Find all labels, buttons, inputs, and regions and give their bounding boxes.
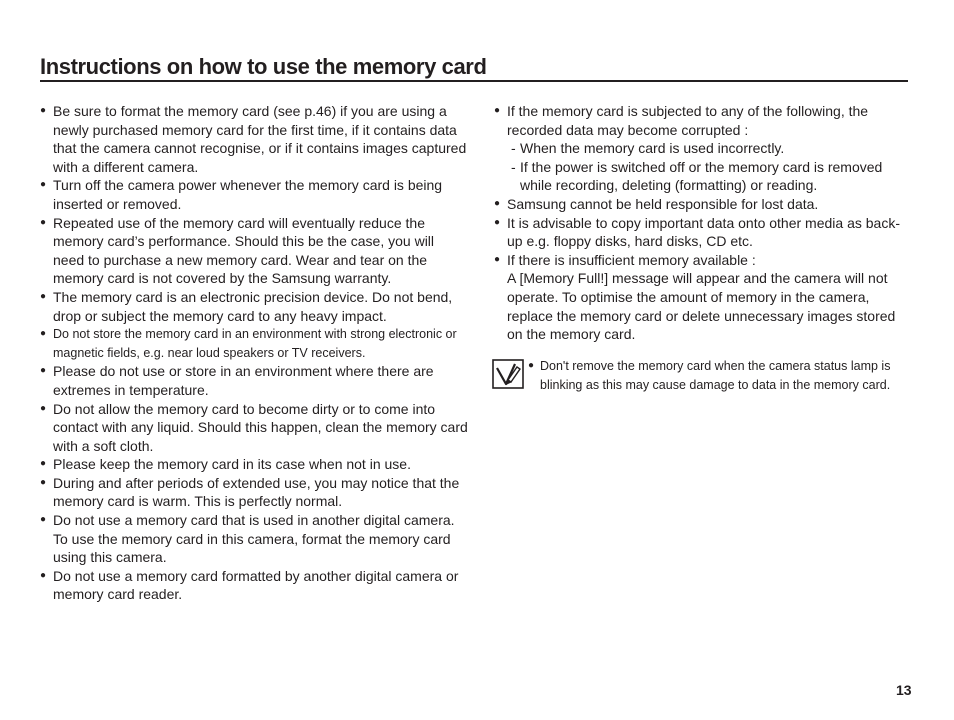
list-item xyxy=(40,511,468,567)
dash-icon: - xyxy=(511,140,516,157)
page-number: 13 xyxy=(896,682,912,698)
note-box xyxy=(492,357,910,397)
list-item xyxy=(40,567,468,604)
list-item xyxy=(40,102,468,176)
bullet-icon: ● xyxy=(40,179,47,191)
list-item xyxy=(40,288,468,325)
note-text-content: Don't remove the memory card when the camera status lamp is blinking as this may cause damage to data in the memory card. xyxy=(540,359,891,392)
list-item-text: Do not use a memory card formatted by another digital camera or memory card reader. xyxy=(53,567,459,603)
list-item-text: Turn off the camera power whenever the memory card is being inserted or removed. xyxy=(53,177,443,212)
bullet-icon: ● xyxy=(40,105,47,116)
bullet-icon: ● xyxy=(40,569,47,581)
bullet-icon: ● xyxy=(40,514,47,526)
bullet-icon: ● xyxy=(494,105,501,116)
list-item xyxy=(494,102,904,195)
left-column xyxy=(40,102,468,604)
sub-list-item xyxy=(507,139,904,158)
sub-list-item-text: If the power is switched off or the memory card is removed while recording, deleting (formatting) or reading. xyxy=(520,158,883,194)
list-item-text: Do not use a memory card that is used in another digital camera. To use the memory card in this camera, format the memory card using this camera. xyxy=(53,512,455,566)
list-item-text: The memory card is an electronic precision device. Do not bend, drop or subject the memory card to any heavy impact. xyxy=(53,288,453,324)
list-item xyxy=(40,455,468,474)
note-text xyxy=(528,357,920,394)
list-item xyxy=(40,325,468,362)
bullet-icon: ● xyxy=(494,197,501,209)
list-item-text: Do not allow the memory card to become dirty or to come into contact with any liquid. Should this happen, clean the memory card with a soft cloth. xyxy=(53,400,468,454)
sub-list-item xyxy=(507,158,904,195)
list-item xyxy=(40,176,468,213)
list-item xyxy=(40,474,468,511)
list-item xyxy=(494,214,904,251)
dash-icon: - xyxy=(511,158,516,175)
list-item-text: During and after periods of extended use, you may notice that the memory card is warm. This is perfectly normal. xyxy=(53,474,460,510)
list-item xyxy=(40,362,468,399)
right-column xyxy=(494,102,904,344)
bullet-icon: ● xyxy=(40,476,47,488)
list-item-text: If there is insufficient memory available : xyxy=(507,251,756,268)
list-item-text: If the memory card is subjected to any of the following, the recorded data may become corrupted : xyxy=(507,103,869,138)
list-item-text: Repeated use of the memory card will eventually reduce the memory card’s performance. Should this be the case, you will need to purchase a new memory card. Wear and tear on the memory card is not covered by the Samsung warranty. xyxy=(53,214,435,287)
list-item-text: It is advisable to copy important data onto other media as back-up e.g. floppy disks, hard disks, CD etc. xyxy=(507,214,900,250)
bullet-icon: ● xyxy=(494,216,501,228)
page-title: Instructions on how to use the memory card xyxy=(40,54,908,82)
list-item xyxy=(494,195,904,214)
bullet-icon: ● xyxy=(40,328,47,340)
list-item-text: Please do not use or store in an environment where there are extremes in temperature. xyxy=(53,363,434,398)
list-item-text: Please keep the memory card in its case when not in use. xyxy=(53,456,411,473)
list-item-text: Samsung cannot be held responsible for lost data. xyxy=(507,195,819,212)
bullet-icon: ● xyxy=(40,290,47,302)
sub-list-item-text: When the memory card is used incorrectly. xyxy=(520,140,785,157)
list-item-text: Do not store the memory card in an environment with strong electronic or magnetic fields, e.g. near loud speakers or TV receivers. xyxy=(53,327,457,360)
bullet-icon: ● xyxy=(40,458,47,470)
bullet-icon: ● xyxy=(494,253,501,265)
list-item xyxy=(40,400,468,456)
note-pencil-icon xyxy=(492,359,524,389)
list-item xyxy=(40,214,468,288)
bullet-icon: ● xyxy=(40,365,47,377)
list-item xyxy=(494,251,904,344)
list-item-text: Be sure to format the memory card (see p.46) if you are using a newly purchased memory card for the first time, if it contains data that the camera cannot recognise, or if it contains images captured with a different camera. xyxy=(53,103,467,175)
list-item-detail: A [Memory Full!] message will appear and the camera will not operate. To optimise the amount of memory in the camera, replace the memory card or delete unnecessary images stored on the memory card. xyxy=(507,270,896,343)
bullet-icon: ● xyxy=(40,402,47,414)
bullet-icon: ● xyxy=(528,360,535,371)
bullet-icon: ● xyxy=(40,216,47,228)
